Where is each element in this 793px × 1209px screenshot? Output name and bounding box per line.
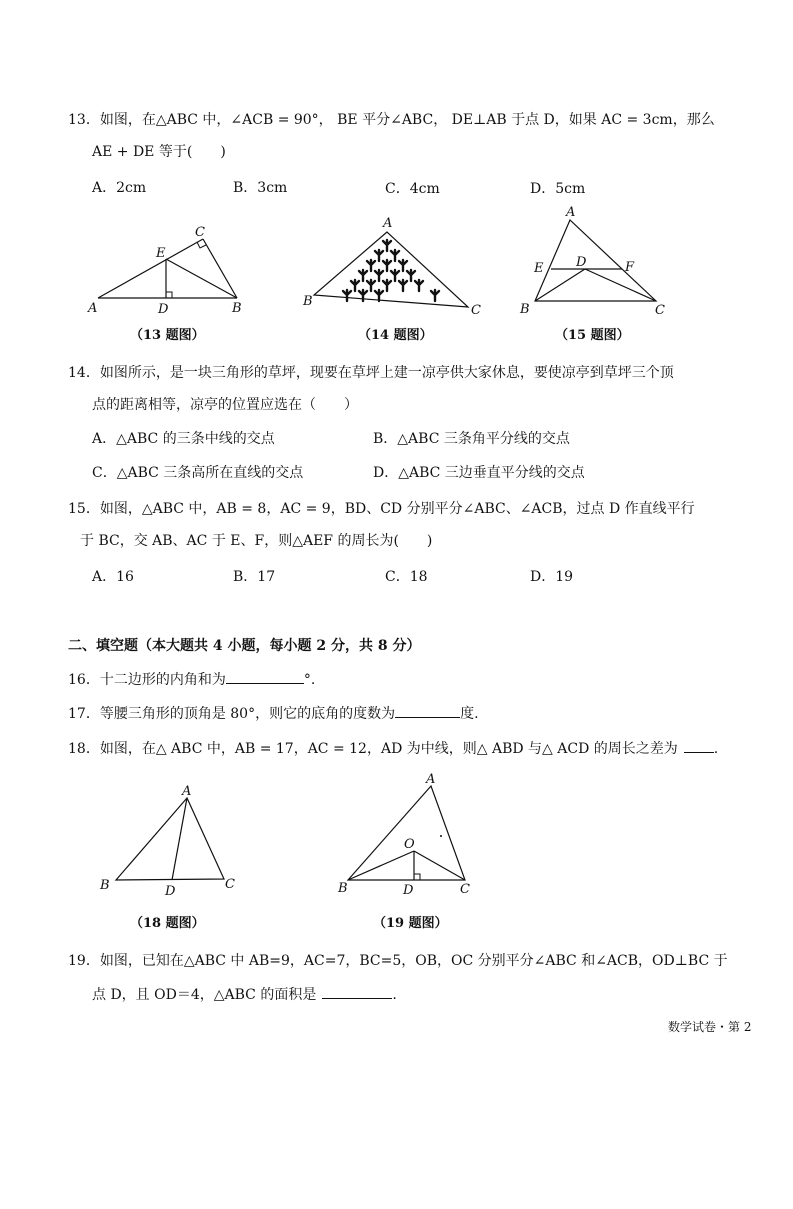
q16-post: °.: [303, 672, 316, 688]
fig13-side-ac: [98, 239, 203, 298]
fig13-right-angle-d: [166, 292, 172, 298]
fig19-label-o: O: [404, 837, 415, 852]
q13-line1: 13．如图，在△ABC 中，∠ACB = 90°， BE 平分∠ABC， DE⊥AB 于点 D，如果 AC = 3cm，那么: [68, 112, 715, 128]
q17: [68, 703, 479, 723]
grass-tuft: [375, 250, 383, 261]
grass-tuft: [407, 270, 415, 281]
q13-option-c: C．4cm: [385, 181, 440, 197]
grass-tuft: [383, 240, 391, 251]
fig15-label-f: F: [625, 260, 635, 275]
figure-18: [95, 783, 245, 898]
fig18-triangle: [116, 798, 224, 880]
figure-15: [515, 200, 675, 320]
q13-option-b: B．3cm: [233, 180, 288, 196]
fig15-label-a: A: [566, 205, 576, 220]
q19-text: 点 D，且 OD＝4，△ABC 的面积是: [92, 987, 317, 1003]
fig15-label-d: D: [576, 255, 587, 270]
q13-option-a: A．2cm: [92, 180, 147, 196]
fig13-label-c: C: [195, 225, 205, 240]
fig19-label-c: C: [460, 882, 470, 897]
fig19-label-a: A: [426, 772, 436, 787]
q19-caption: （19 题图）: [373, 916, 448, 931]
fig18-label-a: A: [182, 784, 192, 799]
grass-tuft: [399, 260, 407, 271]
q16-answer-blank[interactable]: [226, 669, 304, 684]
fig15-label-e: E: [534, 261, 544, 276]
q14-line2: 点的距离相等，凉亭的位置应选在（ ）: [92, 397, 358, 413]
q18-post: .: [713, 741, 719, 757]
q17-post: 度.: [460, 706, 479, 722]
q18: [68, 738, 718, 758]
q19-line1: 19．如图，已知在△ABC 中 AB=9，AC=7，BC=5，OB，OC 分别平分∠ABC 和∠ACB，OD⊥BC 于: [68, 953, 728, 969]
page-footer: 数学试卷・第 2: [668, 1020, 752, 1034]
fig18-label-c: C: [225, 877, 235, 892]
q15-option-b: B．17: [233, 569, 276, 585]
section-2-heading: 二、填空题（本大题共 4 小题，每小题 2 分，共 8 分）: [68, 638, 421, 654]
fig14-label-a: A: [383, 216, 393, 231]
q19-line2: [92, 984, 397, 1004]
q17-text: 17．等腰三角形的顶角是 80°，则它的底角的度数为: [68, 706, 396, 722]
fig13-label-d: D: [158, 302, 169, 317]
q18-text: 18．如图，在△ ABC 中，AB = 17，AC = 12，AD 为中线，则△ ABD 与△ ACD 的周长之差为: [68, 741, 678, 757]
q15-line1: 15．如图，△ABC 中，AB = 8，AC = 9，BD、CD 分别平分∠ABC、∠ACB，过点 D 作直线平行: [68, 501, 695, 517]
grass-tuft: [415, 280, 423, 291]
fig18-label-d: D: [165, 884, 176, 898]
fig19-label-b: B: [338, 881, 348, 896]
q19-post: .: [392, 987, 397, 1003]
grass-tuft: [391, 270, 399, 281]
q15-caption: （15 题图）: [555, 328, 630, 343]
figure-13: [80, 220, 260, 320]
fig14-triangle: [314, 232, 468, 307]
q13-line2: AE + DE 等于( ): [92, 144, 226, 160]
fig13-label-a: A: [88, 301, 98, 316]
grass-tuft: [383, 280, 391, 291]
fig15-segment-dc: [585, 269, 656, 301]
grass-tuft: [375, 270, 383, 281]
q14-option-b: B．△ABC 三条角平分线的交点: [373, 431, 570, 447]
q15-line2: 于 BC，交 AB、AC 于 E、F，则△AEF 的周长为( ): [80, 533, 433, 549]
fig19-segment-oc: [414, 851, 465, 880]
fig15-label-c: C: [655, 303, 665, 318]
fig19-label-d: D: [403, 883, 414, 898]
fig18-label-b: B: [100, 878, 110, 893]
q17-answer-blank[interactable]: [395, 703, 460, 718]
q14-line1: 14．如图所示，是一块三角形的草坪，现要在草坪上建一凉亭供大家休息，要使凉亭到草坪三个顶: [68, 365, 674, 381]
q15-option-c: C．18: [385, 569, 428, 585]
fig19-dot: [440, 835, 442, 837]
fig19-right-angle-d: [414, 874, 420, 880]
grass-tuft: [367, 260, 375, 271]
q15-option-a: A．16: [92, 569, 134, 585]
grass-tuft: [399, 280, 407, 291]
q14-option-c: C．△ABC 三条高所在直线的交点: [92, 465, 304, 481]
figure-14: [295, 215, 490, 325]
grass-tuft: [359, 270, 367, 281]
fig13-label-e: E: [156, 246, 166, 261]
q13-caption: （13 题图）: [130, 328, 205, 343]
q14-option-d: D．△ABC 三边垂直平分线的交点: [373, 465, 585, 481]
grass-tuft: [351, 280, 359, 291]
grass-tuft: [391, 250, 399, 261]
q14-caption: （14 题图）: [358, 328, 433, 343]
q16: [68, 669, 315, 689]
fig13-label-b: B: [232, 301, 242, 316]
fig14-label-c: C: [471, 303, 481, 318]
grass-tuft: [431, 290, 439, 301]
q15-option-d: D．19: [530, 569, 574, 585]
grass-tuft: [343, 290, 351, 301]
fig14-label-b: B: [303, 294, 313, 309]
fig14-grass-pattern: [343, 240, 439, 301]
grass-tuft: [367, 280, 375, 291]
q16-text: 16．十二边形的内角和为: [68, 672, 226, 688]
fig18-median-ad: [172, 798, 187, 880]
q13-option-d: D．5cm: [530, 181, 586, 197]
q19-answer-blank[interactable]: [322, 984, 392, 999]
fig19-triangle: [348, 786, 465, 880]
q18-answer-blank[interactable]: [684, 738, 714, 753]
fig19-segment-ob: [348, 851, 414, 880]
grass-tuft: [383, 260, 391, 271]
q14-option-a: A．△ABC 的三条中线的交点: [92, 431, 275, 447]
figure-19: [330, 768, 480, 898]
q18-caption: （18 题图）: [130, 916, 205, 931]
fig15-label-b: B: [520, 302, 530, 317]
